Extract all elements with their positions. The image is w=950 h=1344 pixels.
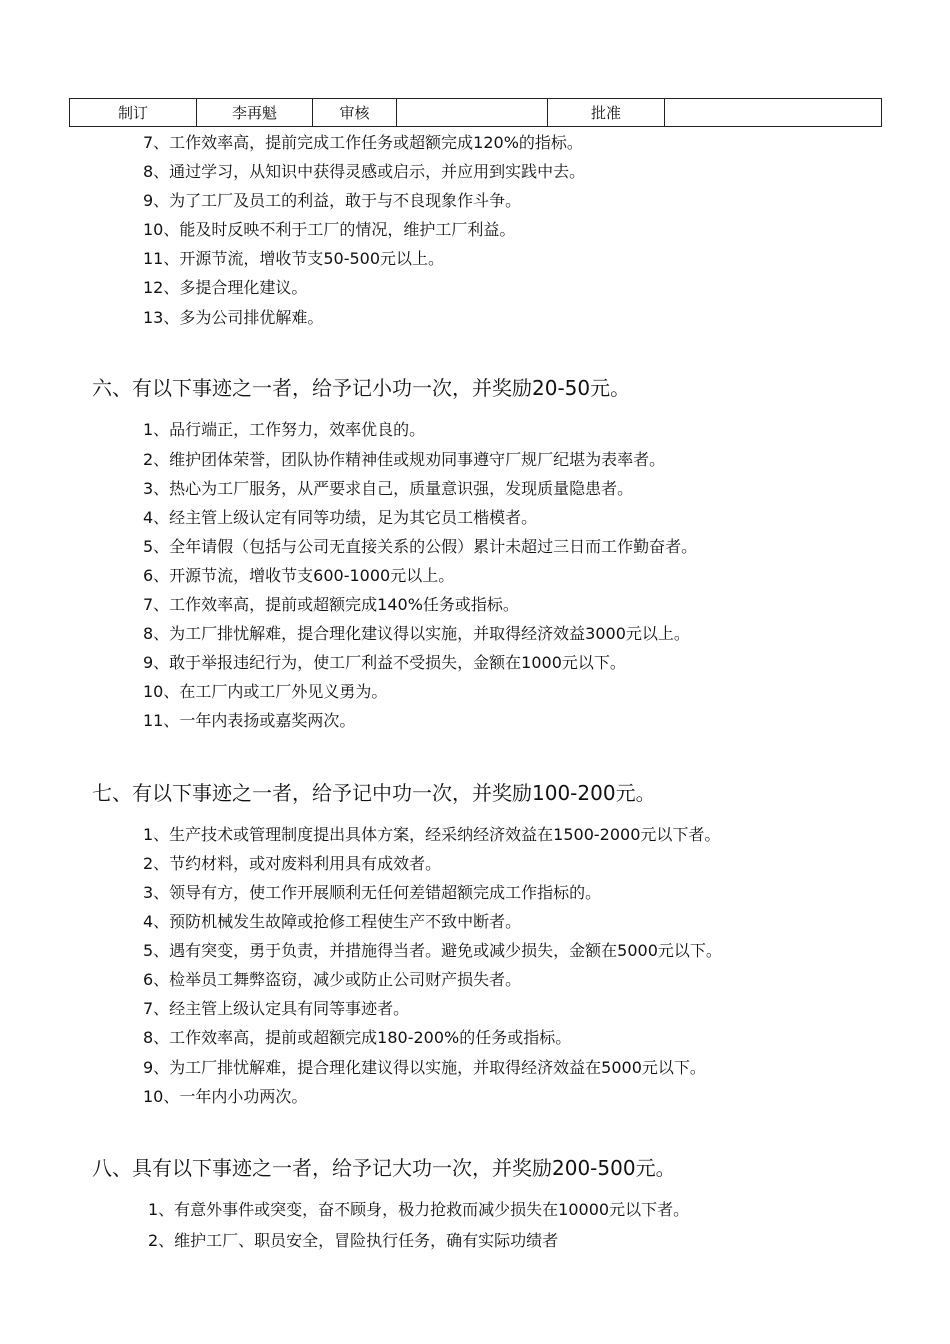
list-item: 1、品行端正，工作努力，效率优良的。 xyxy=(143,420,426,439)
list-item: 2、节约材料，或对废料利用具有成效者。 xyxy=(143,854,442,873)
list-item: 2、维护工厂、职员安全，冒险执行任务，确有实际功绩者 xyxy=(148,1231,559,1250)
list-item: 11、开源节流，增收节支50-500元以上。 xyxy=(143,249,445,268)
approval-row xyxy=(70,99,882,127)
list-item: 7、工作效率高，提前完成工作任务或超额完成120%的指标。 xyxy=(143,133,583,152)
list-item: 4、经主管上级认定有同等功绩，足为其它员工楷模者。 xyxy=(143,508,538,527)
approval-drafter-name: 李再魁 xyxy=(197,99,313,127)
list-item: 8、为工厂排忧解难，提合理化建议得以实施，并取得经济效益3000元以上。 xyxy=(143,624,690,643)
section-heading-6: 六、有以下事迹之一者，给予记小功一次，并奖励20-50元。 xyxy=(92,376,631,400)
list-item: 10、能及时反映不利于工厂的情况，维护工厂利益。 xyxy=(143,220,516,239)
list-item: 10、在工厂内或工厂外见义勇为。 xyxy=(143,682,388,701)
list-item: 13、多为公司排优解难。 xyxy=(143,308,324,327)
list-item: 11、一年内表扬或嘉奖两次。 xyxy=(143,711,356,730)
approval-approver-name xyxy=(665,99,882,127)
list-item: 4、预防机械发生故障或抢修工程使生产不致中断者。 xyxy=(143,912,522,931)
list-item: 7、工作效率高，提前或超额完成140%任务或指标。 xyxy=(143,595,519,614)
list-item: 2、维护团体荣誉，团队协作精神佳或规劝同事遵守厂规厂纪堪为表率者。 xyxy=(143,450,666,469)
approval-label-drafted: 制订 xyxy=(70,99,197,127)
section-heading-7: 七、有以下事迹之一者，给予记中功一次，并奖励100-200元。 xyxy=(92,781,656,805)
list-item: 6、检举员工舞弊盗窃，减少或防止公司财产损失者。 xyxy=(143,970,522,989)
list-item: 9、为工厂排忧解难，提合理化建议得以实施，并取得经济效益在5000元以下。 xyxy=(143,1058,706,1077)
list-item: 6、开源节流，增收节支600-1000元以上。 xyxy=(143,566,455,585)
section-heading-8: 八、具有以下事迹之一者，给予记大功一次，并奖励200-500元。 xyxy=(92,1156,676,1180)
list-item: 3、领导有方，使工作开展顺利无任何差错超额完成工作指标的。 xyxy=(143,883,602,902)
list-item: 5、遇有突变，勇于负责，并措施得当者。避免或减少损失，金额在5000元以下。 xyxy=(143,941,722,960)
approval-label-approve: 批准 xyxy=(548,99,665,127)
approval-label-review: 审核 xyxy=(313,99,397,127)
list-item: 12、多提合理化建议。 xyxy=(143,278,308,297)
list-item: 10、一年内小功两次。 xyxy=(143,1087,308,1106)
list-item: 9、敢于举报违纪行为，使工厂利益不受损失，金额在1000元以下。 xyxy=(143,653,626,672)
list-item: 9、为了工厂及员工的利益，敢于与不良现象作斗争。 xyxy=(143,191,522,210)
list-item: 1、有意外事件或突变，奋不顾身，极力抢救而减少损失在10000元以下者。 xyxy=(148,1200,690,1219)
list-item: 5、全年请假（包括与公司无直接关系的公假）累计未超过三日而工作勤奋者。 xyxy=(143,537,698,556)
approval-reviewer-name xyxy=(397,99,548,127)
list-item: 8、工作效率高，提前或超额完成180-200%的任务或指标。 xyxy=(143,1028,572,1047)
list-item: 1、生产技术或管理制度提出具体方案，经采纳经济效益在1500-2000元以下者。 xyxy=(143,825,721,844)
list-item: 7、经主管上级认定具有同等事迹者。 xyxy=(143,999,410,1018)
approval-table xyxy=(69,98,882,127)
list-item: 3、热心为工厂服务，从严要求自己，质量意识强，发现质量隐患者。 xyxy=(143,479,634,498)
list-item: 8、通过学习，从知识中获得灵感或启示，并应用到实践中去。 xyxy=(143,162,586,181)
